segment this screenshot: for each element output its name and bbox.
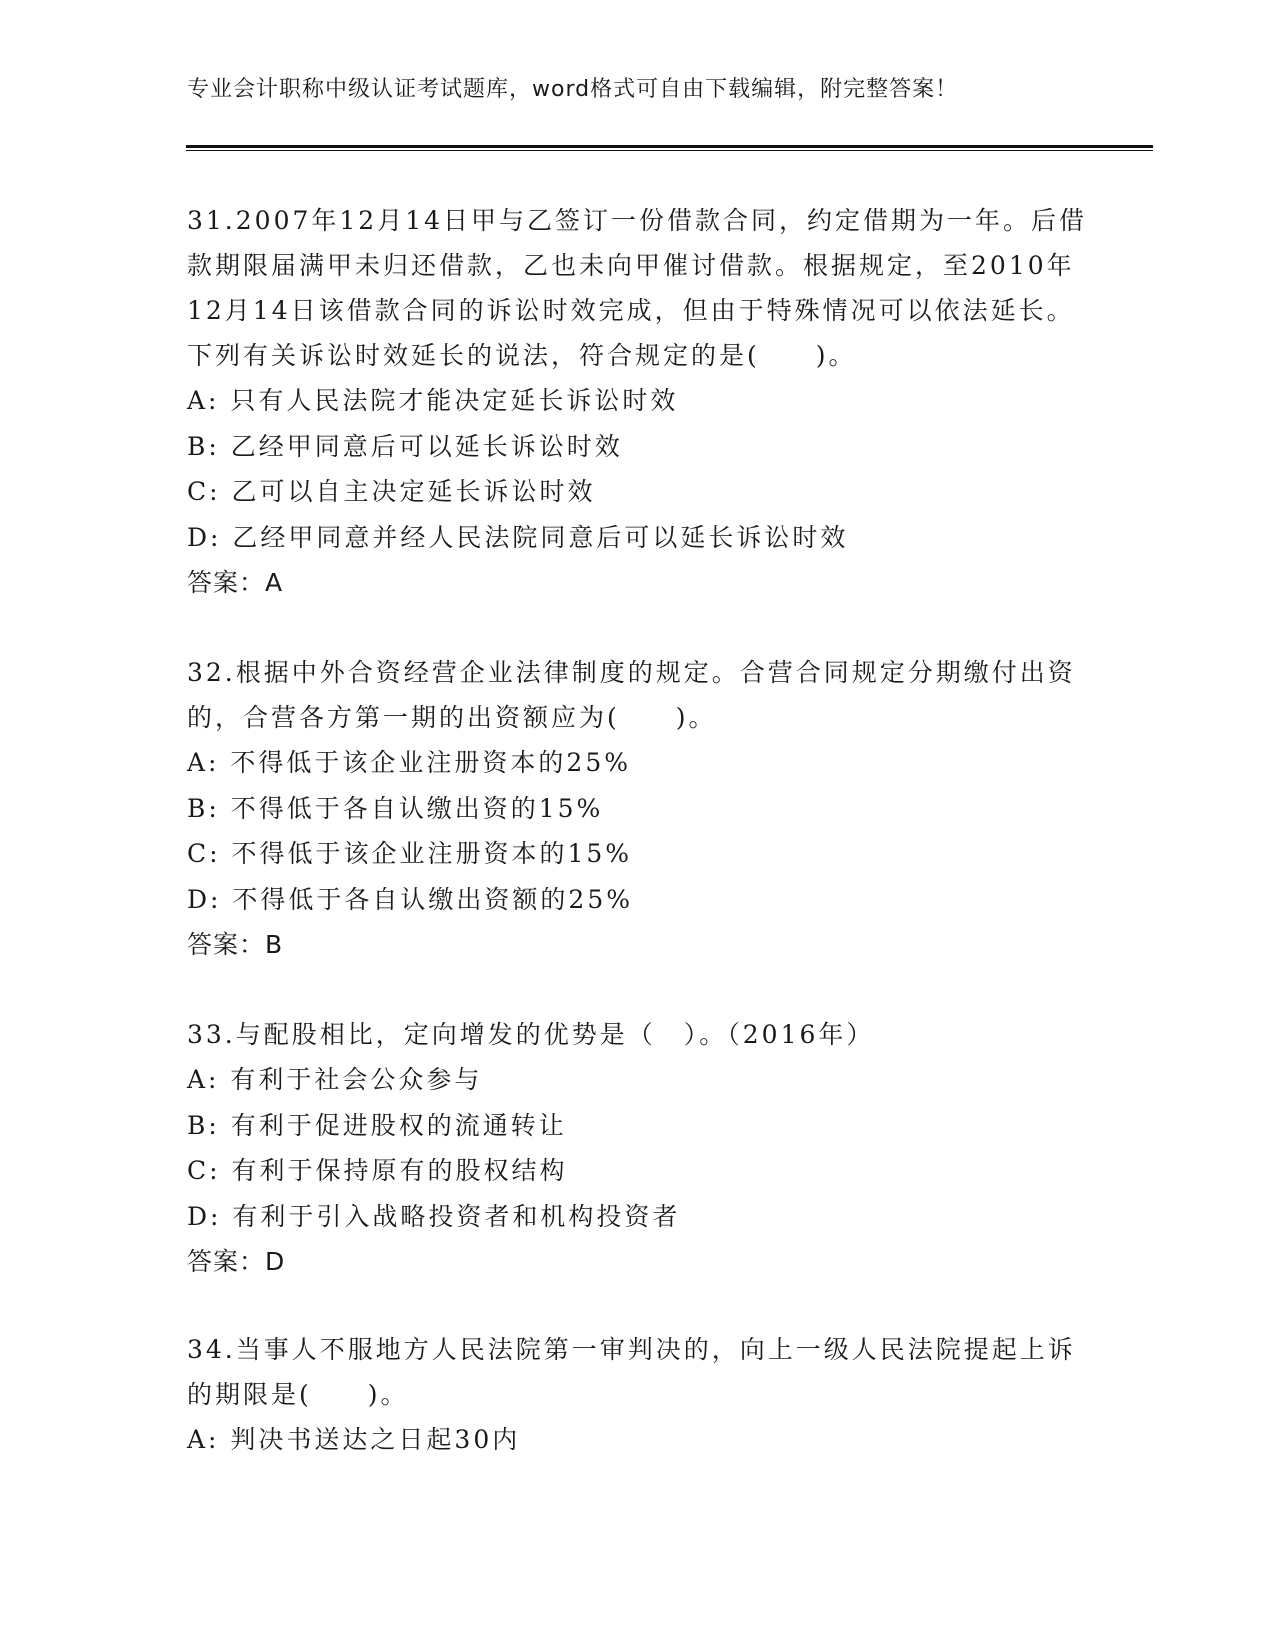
option-a: A: 不得低于该企业注册资本的25% — [187, 748, 631, 777]
option-d: D: 有利于引入战略投资者和机构投资者 — [187, 1201, 681, 1231]
question-33 — [187, 1012, 1087, 1285]
option-b: B: 不得低于各自认缴出资的15% — [187, 793, 604, 823]
question-stem: 33.与配股相比，定向增发的优势是（ ）。（2016年） — [187, 1020, 875, 1049]
option-b: B: 乙经甲同意后可以延长诉讼时效 — [187, 431, 623, 461]
option-a: A: 判决书送达之日起30内 — [187, 1425, 521, 1454]
answer: 答案：A — [187, 568, 284, 597]
question-31 — [187, 198, 1087, 606]
answer: 答案：D — [187, 1247, 286, 1276]
option-b: B: 有利于促进股权的流通转让 — [187, 1110, 567, 1140]
question-34 — [187, 1327, 1087, 1463]
question-stem: 31.2007年12月14日甲与乙签订一份借款合同，约定借期为一年。后借款期限届满甲未归还借款，乙也未向甲催讨借款。根据规定，至2010年12月14日该借款合同的诉讼时效完成，但由于特殊情况可以依法延长。下列有关诉讼时效延长的说法，符合规定的是( )。 — [187, 206, 1088, 370]
option-c: C: 乙可以自主决定延长诉讼时效 — [187, 477, 596, 506]
option-d: D: 乙经甲同意并经人民法院同意后可以延长诉讼时效 — [187, 522, 849, 552]
page-header: 专业会计职称中级认证考试题库，word格式可自由下载编辑，附完整答案！ — [187, 77, 959, 102]
question-32 — [187, 650, 1087, 968]
header-divider-thin — [186, 150, 1153, 151]
option-d: D: 不得低于各自认缴出资额的25% — [187, 884, 633, 914]
option-c: C: 不得低于该企业注册资本的15% — [187, 839, 633, 868]
option-a: A: 只有人民法院才能决定延长诉讼时效 — [187, 386, 679, 415]
option-a: A: 有利于社会公众参与 — [187, 1065, 483, 1094]
question-stem: 32.根据中外合资经营企业法律制度的规定。合营合同规定分期缴付出资的，合营各方第一期的出资额应为( )。 — [187, 658, 1076, 732]
question-stem: 34.当事人不服地方人民法院第一审判决的，向上一级人民法院提起上诉的期限是( )。 — [187, 1335, 1076, 1409]
header-divider — [186, 145, 1153, 148]
answer: 答案：B — [187, 930, 284, 959]
option-c: C: 有利于保持原有的股权结构 — [187, 1156, 568, 1185]
